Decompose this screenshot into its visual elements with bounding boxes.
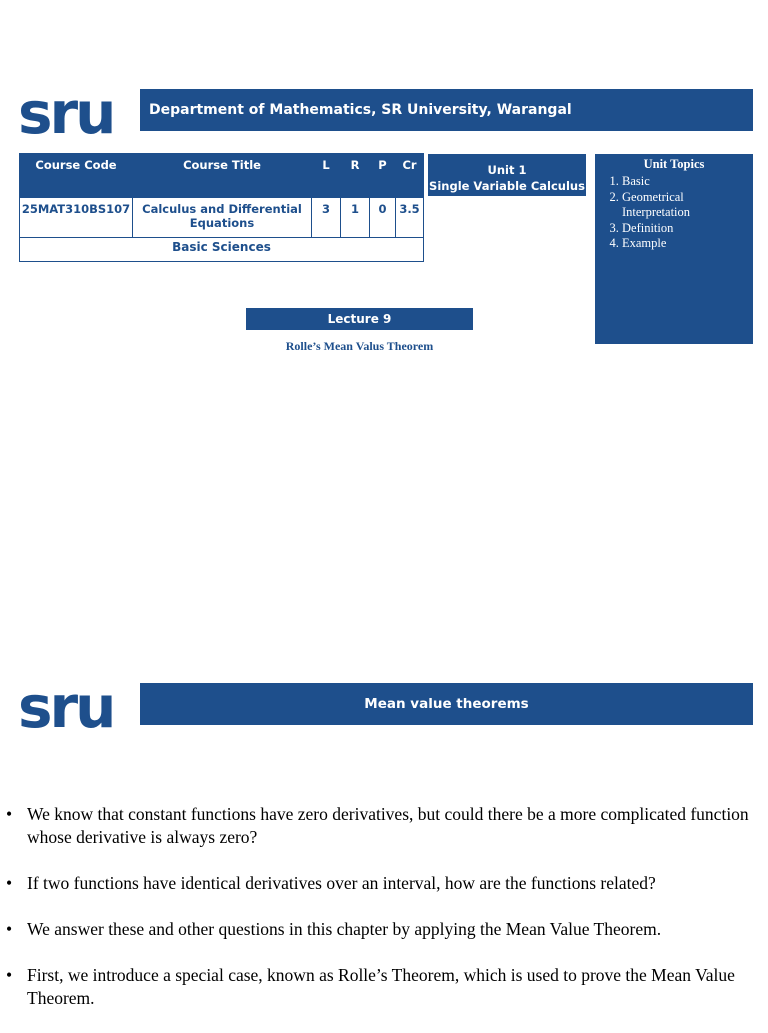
sru-logo: sru — [18, 79, 114, 147]
credits-header: Cr — [396, 154, 424, 198]
course-title-header: Course Title — [133, 154, 312, 198]
r-header: R — [341, 154, 370, 198]
bullet-item: • First, we introduce a special case, known as Rolle’s Theorem, which is used to prove the Mean Value Theorem. — [0, 964, 768, 1010]
sru-logo: sru — [18, 673, 114, 741]
topic-item: 3. Definition — [622, 221, 747, 237]
practical-header: P — [370, 154, 396, 198]
course-title-cell: Calculus and Differential Equations — [133, 198, 312, 238]
unit-topics-panel — [595, 154, 753, 344]
bullet-item: • If two functions have identical derivatives over an interval, how are the functions related? — [0, 872, 768, 895]
course-category-cell: Basic Sciences — [20, 238, 424, 262]
topic-item: 2. Geometrical Interpretation — [622, 190, 747, 221]
topic-item: 1. Basic — [622, 174, 747, 190]
unit-box — [428, 154, 586, 196]
lecture-label: Lecture 9 — [246, 308, 473, 330]
section-header: Mean value theorems — [140, 683, 753, 725]
course-code-header: Course Code — [20, 154, 133, 198]
unit-topics-list — [601, 174, 747, 252]
bullet-item: • We answer these and other questions in this chapter by applying the Mean Value Theorem. — [0, 918, 768, 941]
department-header: Department of Mathematics, SR University, Warangal — [140, 89, 753, 131]
lecture-hours-cell: 3 — [312, 198, 341, 238]
topic-item: 4. Example — [622, 236, 747, 252]
bullet-item: • We know that constant functions have zero derivatives, but could there be a more complicated function whose derivative is always zero? — [0, 803, 768, 849]
lecture-subtitle: Rolle’s Mean Valus Theorem — [285, 339, 434, 353]
unit-title: Single Variable Calculus — [429, 179, 585, 193]
unit-topics-title: Unit Topics — [643, 157, 705, 171]
course-code-cell: 25MAT310BS107 — [20, 198, 133, 238]
unit-number: Unit 1 — [487, 163, 527, 177]
bullet-list — [0, 803, 768, 1033]
course-table — [19, 153, 424, 262]
r-cell: 1 — [341, 198, 370, 238]
practical-cell: 0 — [370, 198, 396, 238]
lecture-hours-header: L — [312, 154, 341, 198]
credits-cell: 3.5 — [396, 198, 424, 238]
